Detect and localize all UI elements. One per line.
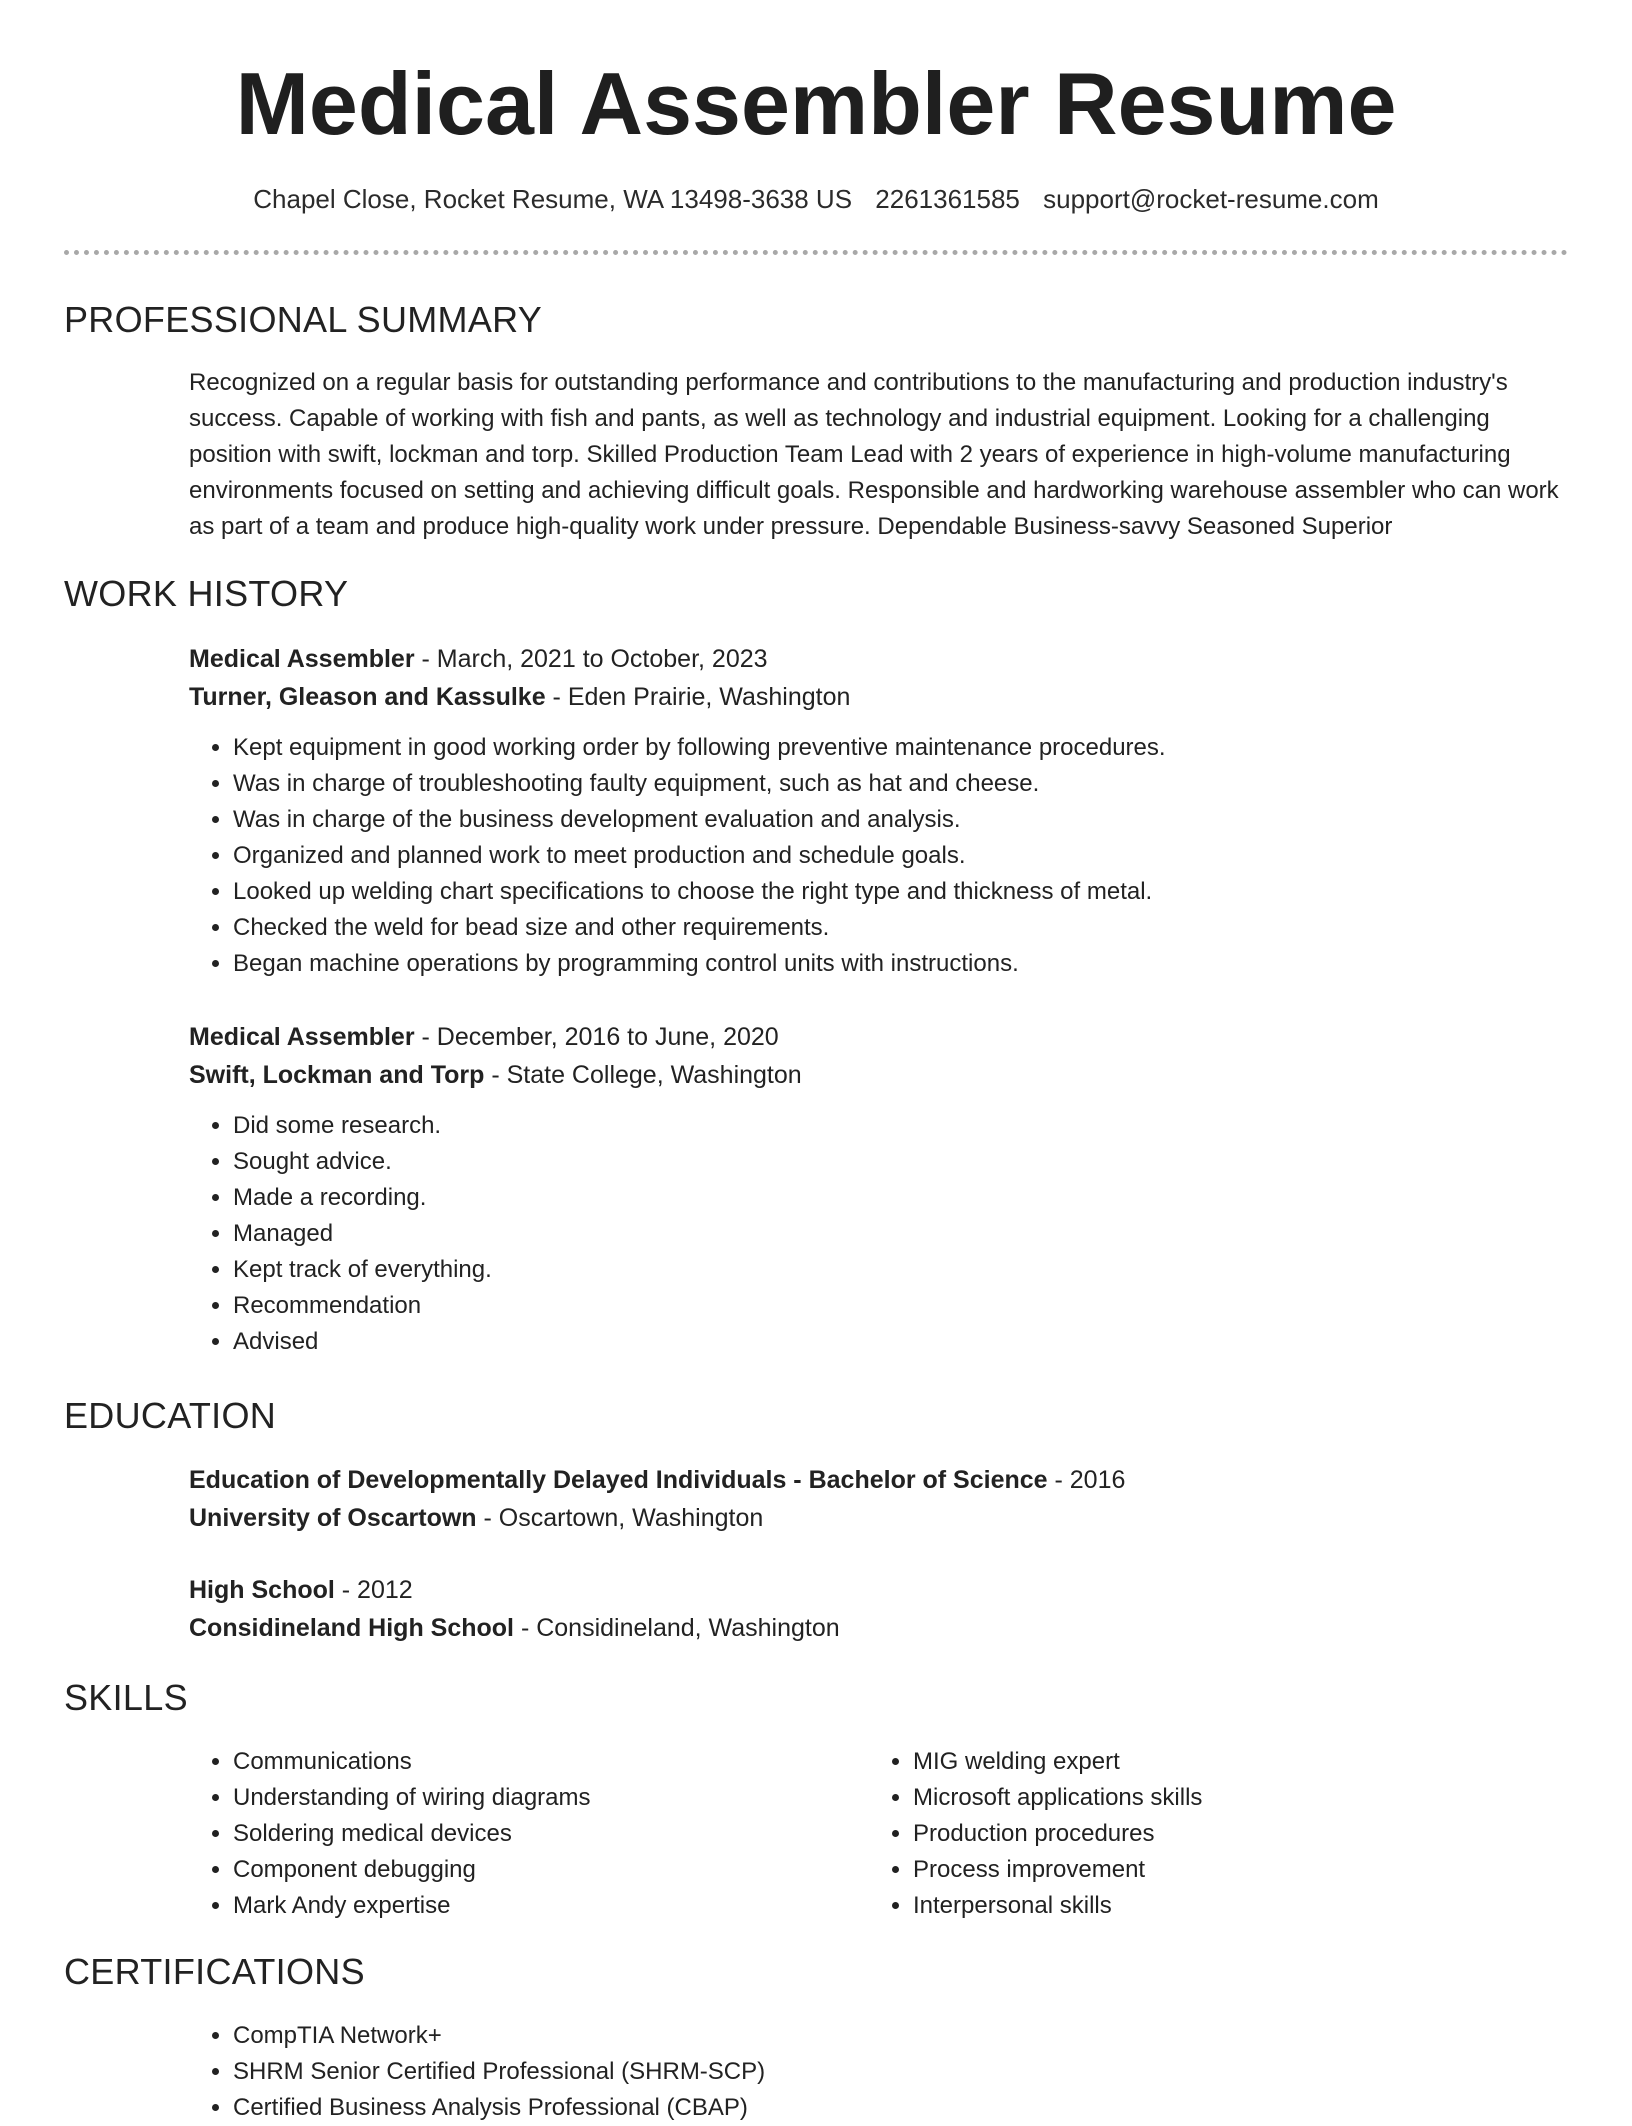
summary-text: Recognized on a regular basis for outstanding performance and contributions to the manufacturing and production industry's success. Capable of working with fish and pants, as well as technology and industrial equipment. Looking for a challenging position with swift, lockman and torp. Skilled Production Team Lead with 2 years of experience in high-volume manufacturing environments focused on setting and achieving difficult goals. Responsible and hardworking warehouse assembler who can work as part of a team and produce high-quality work under pressure. Dependable Business-savvy Seasoned Superior	[189, 369, 1559, 540]
job-title: Medical Assembler	[189, 645, 415, 673]
contact-line	[0, 181, 1632, 217]
list-item: • Kept equipment in good working order by following preventive maintenance procedures.	[233, 730, 1569, 766]
education-degree-line	[189, 1571, 1569, 1609]
section-title-education: EDUCATION	[64, 1395, 277, 1436]
list-item: • SHRM Senior Certified Professional (SHRM-SCP)	[233, 2054, 1569, 2090]
job-location: - State College, Washington	[484, 1061, 802, 1089]
job-title-line	[189, 640, 1569, 678]
education-location: - Oscartown, Washington	[476, 1504, 764, 1532]
contact-address: Chapel Close, Rocket Resume, WA 13498-3638 US	[253, 184, 853, 214]
skills-column-right	[869, 1744, 1489, 1924]
education-degree: Education of Developmentally Delayed Individuals - Bachelor of Science	[189, 1466, 1048, 1494]
education-year: - 2012	[334, 1576, 413, 1604]
education-entry	[189, 1461, 1569, 1537]
section-title-certifications: CERTIFICATIONS	[64, 1951, 365, 1992]
list-item: • Organized and planned work to meet production and schedule goals.	[233, 838, 1569, 874]
education-degree-line	[189, 1461, 1569, 1499]
education-school: University of Oscartown	[189, 1504, 477, 1532]
list-item: • Certified Business Analysis Professional (CBAP)	[233, 2090, 1569, 2126]
list-item: • Component debugging	[233, 1852, 809, 1888]
job-title-line	[189, 1018, 1569, 1056]
resume-title: Medical Assembler Resume	[235, 54, 1397, 153]
skills-column-left	[189, 1744, 809, 1924]
summary-block	[189, 365, 1571, 545]
list-item: • Managed	[233, 1216, 1569, 1252]
section-title-work-history: WORK HISTORY	[64, 573, 349, 614]
job-entry	[189, 640, 1569, 982]
list-item: • Communications	[233, 1744, 809, 1780]
list-item: • Mark Andy expertise	[233, 1888, 809, 1924]
list-item: • Sought advice.	[233, 1144, 1569, 1180]
list-item: • Checked the weld for bead size and other requirements.	[233, 910, 1569, 946]
education-location: - Considineland, Washington	[514, 1614, 840, 1642]
list-item: • Began machine operations by programming control units with instructions.	[233, 946, 1569, 982]
list-item: • Process improvement	[913, 1852, 1489, 1888]
list-item: • Soldering medical devices	[233, 1816, 809, 1852]
list-item: • Did some research.	[233, 1108, 1569, 1144]
certifications-block	[189, 2018, 1569, 2126]
list-item: • MIG welding expert	[913, 1744, 1489, 1780]
skills-list	[869, 1744, 1489, 1924]
list-item: • Microsoft applications skills	[913, 1780, 1489, 1816]
education-year: - 2016	[1047, 1466, 1126, 1494]
job-dates: - December, 2016 to June, 2020	[414, 1023, 779, 1051]
job-bullets	[189, 1108, 1569, 1360]
job-title: Medical Assembler	[189, 1023, 415, 1051]
education-school: Considineland High School	[189, 1614, 514, 1642]
education-school-line	[189, 1499, 1569, 1537]
job-company-line	[189, 1056, 1569, 1094]
section-title-skills: SKILLS	[64, 1677, 188, 1718]
job-dates: - March, 2021 to October, 2023	[414, 645, 768, 673]
contact-phone: 2261361585	[875, 184, 1020, 214]
job-company: Turner, Gleason and Kassulke	[189, 683, 546, 711]
job-location: - Eden Prairie, Washington	[545, 683, 851, 711]
list-item: • Production procedures	[913, 1816, 1489, 1852]
list-item: • Interpersonal skills	[913, 1888, 1489, 1924]
certifications-list	[189, 2018, 1569, 2126]
section-title-summary: PROFESSIONAL SUMMARY	[64, 299, 543, 340]
job-entry	[189, 1018, 1569, 1360]
education-entry	[189, 1571, 1569, 1647]
list-item: • Was in charge of troubleshooting faulty equipment, such as hat and cheese.	[233, 766, 1569, 802]
list-item: • Was in charge of the business development evaluation and analysis.	[233, 802, 1569, 838]
list-item: • Made a recording.	[233, 1180, 1569, 1216]
skills-list	[189, 1744, 809, 1924]
job-bullets	[189, 730, 1569, 982]
job-company-line	[189, 678, 1569, 716]
header-divider	[64, 250, 1568, 255]
list-item: • Kept track of everything.	[233, 1252, 1569, 1288]
education-degree: High School	[189, 1576, 335, 1604]
education-school-line	[189, 1609, 1569, 1647]
list-item: • CompTIA Network+	[233, 2018, 1569, 2054]
list-item: • Understanding of wiring diagrams	[233, 1780, 809, 1816]
list-item: • Recommendation	[233, 1288, 1569, 1324]
job-company: Swift, Lockman and Torp	[189, 1061, 485, 1089]
list-item: • Advised	[233, 1324, 1569, 1360]
list-item: • Looked up welding chart specifications to choose the right type and thickness of metal.	[233, 874, 1569, 910]
contact-email: support@rocket-resume.com	[1043, 184, 1379, 214]
